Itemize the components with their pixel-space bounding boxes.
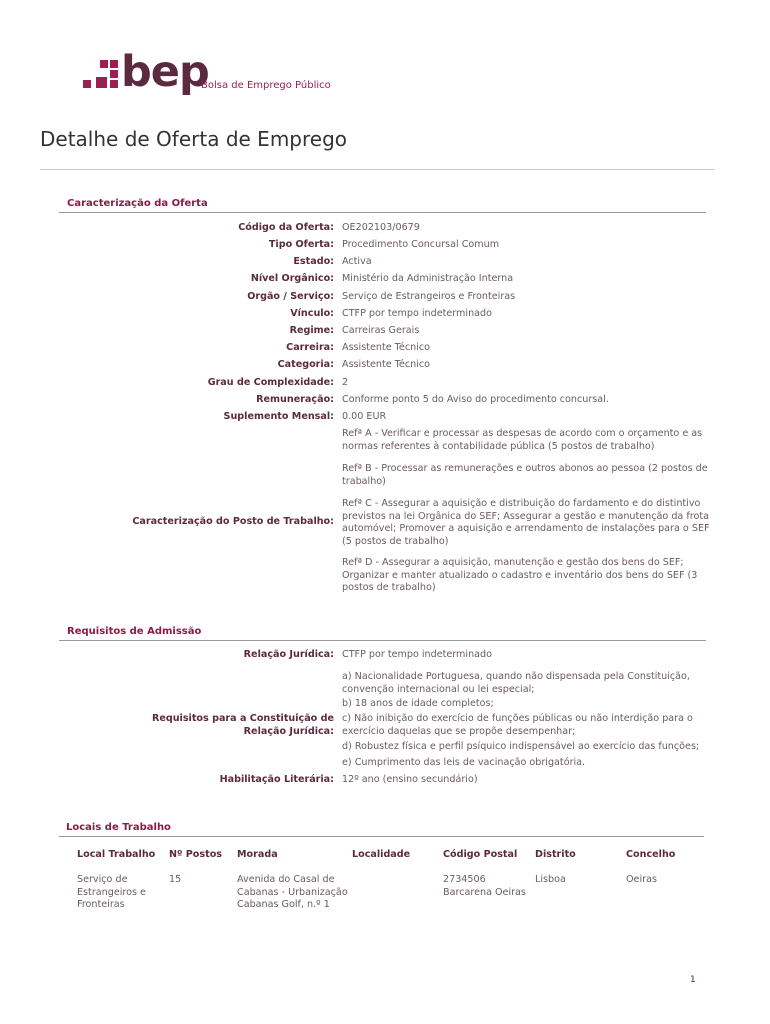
field-value-codigo: OE202103/0679 — [342, 222, 420, 233]
field-value-remuneracao: Conforme ponto 5 do Aviso do procedimento concursal. — [342, 394, 609, 405]
table-cell-distrito: Lisboa — [535, 874, 566, 885]
field-value-orgao: Serviço de Estrangeiros e Fronteiras — [342, 291, 516, 302]
field-label-codigo: Código da Oferta: — [238, 222, 334, 233]
posto-ref-a: Refª A - Verificar e processar as despesas de acordo com o orçamento e as normas referentes à contabilidade pública (5 postos de trabalho) — [342, 428, 703, 452]
section-divider — [59, 212, 706, 213]
field-label-estado: Estado: — [293, 256, 334, 267]
field-label-constituicao-line2: Relação Jurídica: — [243, 725, 334, 737]
field-label-tipo: Tipo Oferta: — [268, 239, 334, 250]
field-label-regime: Regime: — [289, 325, 334, 336]
field-label-vinculo: Vínculo: — [290, 308, 334, 319]
table-header-localidade: Localidade — [352, 849, 411, 860]
field-label-suplemento: Suplemento Mensal: — [223, 411, 334, 422]
field-value-relacao: CTFP por tempo indeterminado — [342, 649, 492, 660]
field-label-posto: Caracterização do Posto de Trabalho: — [132, 516, 334, 527]
field-label-constituicao-line1: Requisitos para a Constituição de — [151, 713, 334, 724]
logo-square-icon — [110, 60, 118, 68]
field-value-categoria: Assistente Técnico — [342, 359, 430, 370]
section-title-locais: Locais de Trabalho — [66, 822, 171, 833]
field-label-grau: Grau de Complexidade: — [207, 377, 334, 388]
section-divider — [59, 836, 704, 837]
logo-square-icon — [110, 80, 118, 88]
logo-square-icon — [110, 70, 118, 78]
requisito-d: d) Robustez física e perfil psíquico indispensável ao exercício das funções; — [342, 741, 700, 752]
field-value-regime: Carreiras Gerais — [342, 325, 420, 336]
logo-square-icon — [83, 80, 91, 88]
field-label-remuneracao: Remuneração: — [256, 394, 334, 405]
page-title: Detalhe de Oferta de Emprego — [40, 127, 348, 151]
logo-tagline: Bolsa de Emprego Público — [201, 80, 331, 91]
posto-ref-d: Refª D - Assegurar a aquisição, manutenção e gestão dos bens do SEF; Organizar e manter atualizado o cadastro e inventário dos bens do SEF (3 postos de trabalho) — [342, 557, 698, 593]
table-cell-morada: Avenida do Casal de Cabanas - Urbanização Cabanas Golf, n.º 1 — [237, 874, 348, 910]
requisito-c: c) Não inibição do exercício de funções públicas ou não interdição para o exercício daquelas que se propõe desempenhar; — [342, 713, 693, 737]
title-divider — [40, 169, 715, 170]
field-label-nivel: Nível Orgânico: — [250, 273, 334, 284]
table-header-morada: Morada — [237, 849, 278, 860]
requisito-a: a) Nacionalidade Portuguesa, quando não dispensada pela Constituição, convenção internacional ou lei especial; — [342, 671, 690, 695]
field-value-suplemento: 0.00 EUR — [342, 411, 387, 422]
table-header-distrito: Distrito — [535, 849, 576, 860]
field-value-habilitacao: 12º ano (ensino secundário) — [342, 774, 478, 785]
field-value-grau: 2 — [342, 377, 349, 388]
field-label-relacao: Relação Jurídica: — [243, 649, 334, 660]
field-value-nivel: Ministério da Administração Interna — [342, 273, 514, 284]
table-header-codigo-postal: Código Postal — [443, 849, 518, 860]
table-header-concelho: Concelho — [626, 849, 676, 860]
logo-wordmark: bep — [121, 47, 209, 97]
logo-square-icon — [96, 77, 107, 88]
field-label-categoria: Categoria: — [277, 359, 334, 370]
field-label-constituicao — [152, 713, 334, 738]
section-title-caracterizacao: Caracterização da Oferta — [67, 198, 208, 209]
table-header-local: Local Trabalho — [77, 849, 156, 860]
field-value-tipo: Procedimento Concursal Comum — [342, 239, 500, 250]
table-cell-codigo-postal: 2734506 Barcarena Oeiras — [443, 874, 526, 898]
field-value-vinculo: CTFP por tempo indeterminado — [342, 308, 492, 319]
requisito-b: b) 18 anos de idade completos; — [342, 698, 494, 709]
requisito-e: e) Cumprimento das leis de vacinação obrigatória. — [342, 757, 586, 768]
posto-ref-c: Refª C - Assegurar a aquisição e distribuição do fardamento e do distintivo previstos na lei Orgânica do SEF; Assegurar a gestão e manutenção da frota automóvel; Promover a aquisição e arrendamento de instalações para o SEF (5 postos de trabalho) — [342, 498, 710, 547]
field-value-estado: Activa — [342, 256, 372, 267]
posto-ref-b: Refª B - Processar as remunerações e outros abonos ao pessoa (2 postos de trabalho) — [342, 463, 708, 487]
field-label-habilitacao: Habilitação Literária: — [219, 774, 334, 785]
bep-logo — [82, 47, 342, 102]
field-label-orgao: Orgão / Serviço: — [247, 291, 334, 302]
table-cell-postos: 15 — [169, 874, 182, 885]
table-cell-local: Serviço de Estrangeiros e Fronteiras — [77, 874, 146, 910]
table-cell-concelho: Oeiras — [626, 874, 657, 885]
section-title-requisitos: Requisitos de Admissão — [67, 626, 202, 637]
field-label-carreira: Carreira: — [286, 342, 334, 353]
field-value-carreira: Assistente Técnico — [342, 342, 430, 353]
page-number: 1 — [690, 975, 696, 985]
logo-square-icon — [100, 60, 108, 68]
section-divider — [59, 640, 706, 641]
table-header-postos: Nº Postos — [169, 849, 222, 860]
